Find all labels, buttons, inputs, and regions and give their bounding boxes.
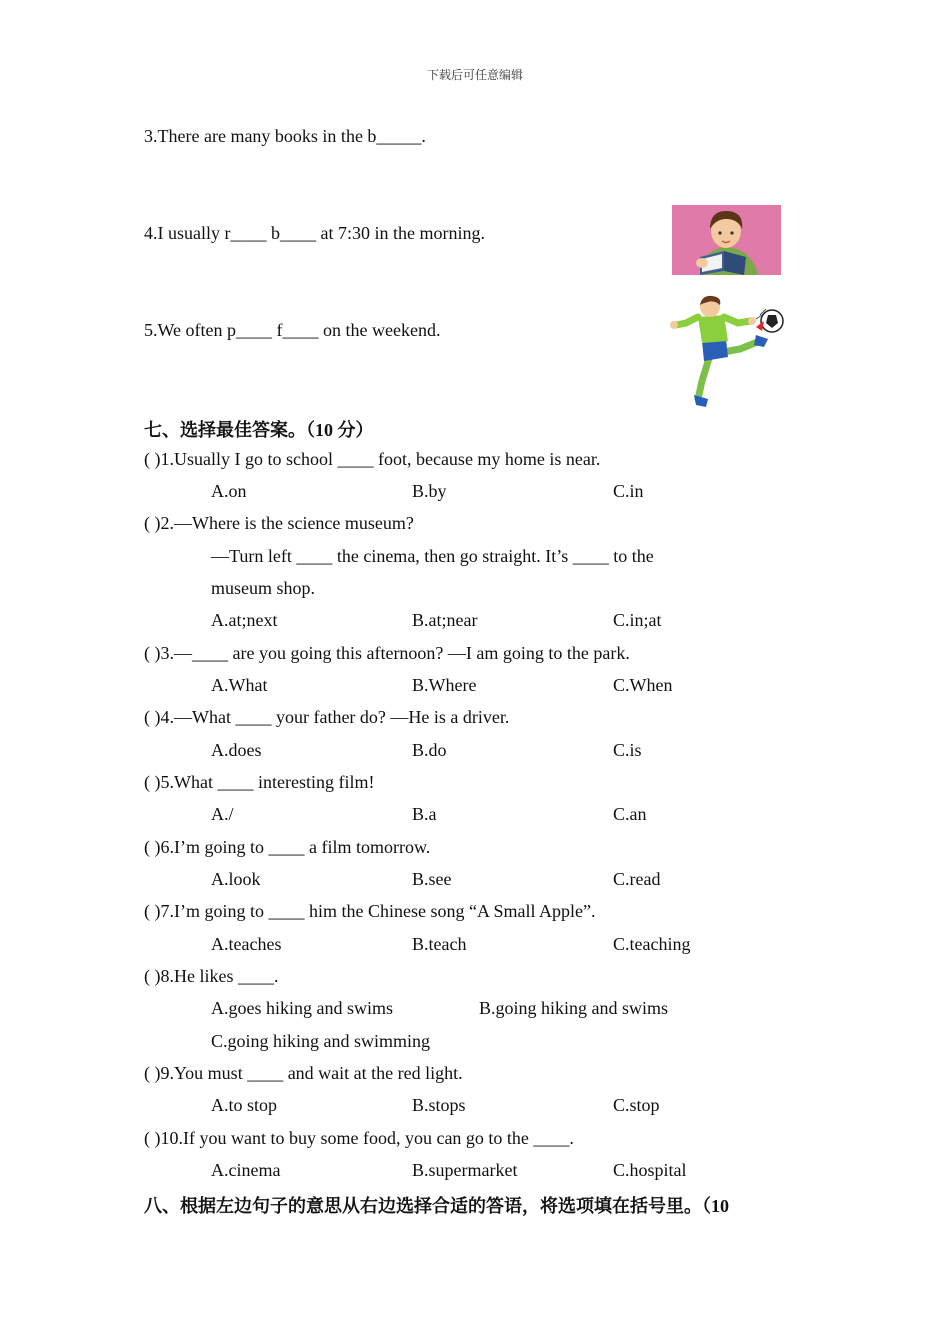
question-6-stem: ( )6.I’m going to ____ a film tomorrow. <box>144 837 431 857</box>
question-2-option-b: B.at;near <box>412 610 478 630</box>
question-2-option-c: C.in;at <box>613 610 662 630</box>
question-4-option-c: C.is <box>613 740 642 760</box>
question-5-option-c: C.an <box>613 804 647 824</box>
question-8-option-c: C.going hiking and swimming <box>211 1031 431 1051</box>
boy-football-image <box>668 295 786 410</box>
question-1-option-c: C.in <box>613 481 644 501</box>
question-3-option-b: B.Where <box>412 675 477 695</box>
question-3-option-a: A.What <box>211 675 268 695</box>
question-5-option-a: A./ <box>211 804 234 824</box>
question-6-option-a: A.look <box>211 869 261 889</box>
question-10-option-c: C.hospital <box>613 1160 687 1180</box>
question-3-stem: ( )3.—____ are you going this afternoon? —I am going to the park. <box>144 643 630 663</box>
boy-reading-image <box>672 205 781 275</box>
question-5-stem: ( )5.What ____ interesting film! <box>144 772 375 792</box>
question-10-option-a: A.cinema <box>211 1160 281 1180</box>
question-2-continuation-2: museum shop. <box>211 578 316 598</box>
question-1-stem: ( )1.Usually I go to school ____ foot, because my home is near. <box>144 449 601 469</box>
question-5-option-b: B.a <box>412 804 437 824</box>
question-8-option-a: A.goes hiking and swims <box>211 998 393 1018</box>
question-6-option-b: B.see <box>412 869 452 889</box>
question-8-option-b: B.going hiking and swims <box>479 998 669 1018</box>
question-7-stem: ( )7.I’m going to ____ him the Chinese song “A Small Apple”. <box>144 901 596 921</box>
question-9-option-c: C.stop <box>613 1095 660 1115</box>
question-1-option-b: B.by <box>412 481 447 501</box>
question-9-option-a: A.to stop <box>211 1095 278 1115</box>
fill-item-5: 5.We often p____ f____ on the weekend. <box>144 320 441 340</box>
question-2-option-a: A.at;next <box>211 610 278 630</box>
page-header: 下载后可任意编辑 <box>426 68 523 82</box>
question-7-option-b: B.teach <box>412 934 467 954</box>
fill-item-3: 3.There are many books in the b_____. <box>144 126 426 146</box>
question-10-stem: ( )10.If you want to buy some food, you can go to the ____. <box>144 1128 574 1148</box>
question-10-option-b: B.supermarket <box>412 1160 518 1180</box>
question-2-continuation-1: —Turn left ____ the cinema, then go straight. It’s ____ to the <box>211 546 654 566</box>
question-7-option-a: A.teaches <box>211 934 282 954</box>
question-2-stem: ( )2.—Where is the science museum? <box>144 513 414 533</box>
question-4-option-a: A.does <box>211 740 262 760</box>
question-3-option-c: C.When <box>613 675 673 695</box>
fill-item-4: 4.I usually r____ b____ at 7:30 in the morning. <box>144 223 485 243</box>
question-8-stem: ( )8.He likes ____. <box>144 966 279 986</box>
question-9-stem: ( )9.You must ____ and wait at the red light. <box>144 1063 463 1083</box>
question-6-option-c: C.read <box>613 869 661 889</box>
section-8-title: 八、根据左边句子的意思从右边选择合适的答语，将选项填在括号里。（10 <box>144 1196 729 1216</box>
question-9-option-b: B.stops <box>412 1095 466 1115</box>
question-4-option-b: B.do <box>412 740 447 760</box>
question-1-option-a: A.on <box>211 481 247 501</box>
question-4-stem: ( )4.—What ____ your father do? —He is a driver. <box>144 707 510 727</box>
section-7-title: 七、选择最佳答案。（10 分） <box>144 420 374 440</box>
question-7-option-c: C.teaching <box>613 934 691 954</box>
